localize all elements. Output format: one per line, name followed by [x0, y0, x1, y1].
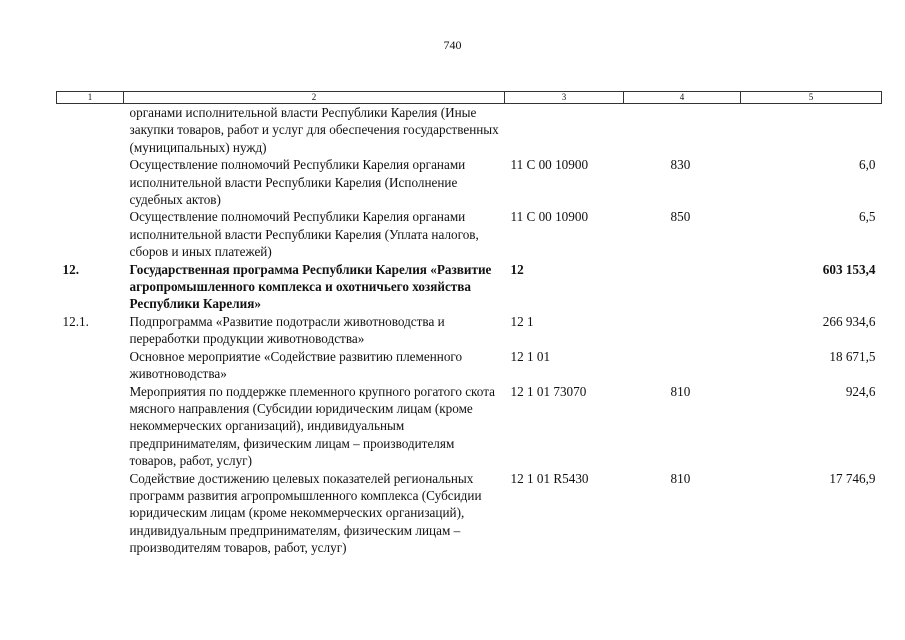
cell-name: Осуществление полномочий Республики Карелия органами исполнительной власти Республики Карелия (Исполнение судебных актов)	[129, 157, 466, 208]
cell-num	[57, 348, 124, 383]
cell-code: 12 1 01 R5430	[510, 470, 589, 486]
cell-code: 12 1 01 73070	[510, 383, 587, 399]
table-row	[57, 261, 882, 313]
table-body	[57, 104, 882, 557]
table-row	[57, 104, 882, 157]
cell-code: 12 1 01	[510, 348, 551, 364]
cell-code: 11 С 00 10900	[510, 157, 589, 173]
cell-num: 12.	[62, 261, 79, 277]
table-row	[57, 348, 882, 383]
cell-amount: 17 746,9	[829, 470, 876, 486]
cell-name: Содействие достижению целевых показателей региональных программ развития агропромышленного комплекса (Субсидии юридическим лицам (кроме некоммерческих организаций), индивидуальным предпринимателям, физическим лицам – производителям товаров, работ, услуг)	[129, 470, 482, 556]
table-row	[57, 156, 882, 208]
column-header: 4	[624, 92, 741, 104]
cell-type	[624, 313, 741, 348]
cell-name: Государственная программа Республики Карелия «Развитие агропромышленного комплекса и охотничьего хозяйства Республики Карелия»	[129, 261, 492, 312]
cell-num	[57, 156, 124, 208]
cell-amount	[741, 104, 882, 157]
page-number: 740	[443, 38, 462, 52]
table-header	[57, 92, 882, 104]
cell-num	[57, 208, 124, 260]
budget-table	[56, 91, 882, 557]
cell-type: 830	[670, 157, 691, 173]
cell-code: 11 С 00 10900	[510, 209, 589, 225]
cell-type	[624, 348, 741, 383]
cell-num	[57, 470, 124, 557]
cell-type	[624, 104, 741, 157]
cell-type	[624, 261, 741, 313]
cell-num	[57, 104, 124, 157]
cell-name: Подпрограмма «Развитие подотрасли животноводства и переработки продукции животноводства»	[129, 313, 445, 347]
cell-code: 12 1	[510, 313, 534, 329]
cell-name: Основное мероприятие «Содействие развитию племенного животноводства»	[129, 348, 463, 382]
table-row	[57, 383, 882, 470]
table-row	[57, 208, 882, 260]
table-row	[57, 470, 882, 557]
cell-type: 810	[670, 470, 691, 486]
cell-num: 12.1.	[62, 313, 89, 329]
cell-amount: 603 153,4	[822, 261, 876, 277]
cell-amount: 924,6	[845, 383, 876, 399]
cell-code: 12	[510, 261, 524, 277]
column-header: 2	[124, 92, 505, 104]
column-header: 1	[57, 92, 124, 104]
cell-name: Осуществление полномочий Республики Карелия органами исполнительной власти Республики Карелия (Уплата налогов, сборов и иных платежей)	[129, 209, 479, 260]
cell-code	[505, 104, 624, 157]
column-header: 3	[505, 92, 624, 104]
cell-type: 810	[670, 383, 691, 399]
cell-amount: 6,5	[859, 209, 876, 225]
cell-amount: 266 934,6	[822, 313, 876, 329]
cell-name: органами исполнительной власти Республики Карелия (Иные закупки товаров, работ и услуг для обеспечения государственных (муниципальных) нужд)	[129, 105, 499, 155]
cell-num	[57, 383, 124, 470]
cell-amount: 6,0	[859, 157, 876, 173]
table-row	[57, 313, 882, 348]
cell-amount: 18 671,5	[829, 348, 876, 364]
cell-name: Мероприятия по поддержке племенного крупного рогатого скота мясного направления (Субсидии юридическим лицам (кроме некоммерческих организаций), индивидуальным предпринимателям, физическим лицам – производителям товаров, работ, услуг)	[129, 383, 495, 469]
column-header: 5	[741, 92, 882, 104]
cell-type: 850	[670, 209, 691, 225]
